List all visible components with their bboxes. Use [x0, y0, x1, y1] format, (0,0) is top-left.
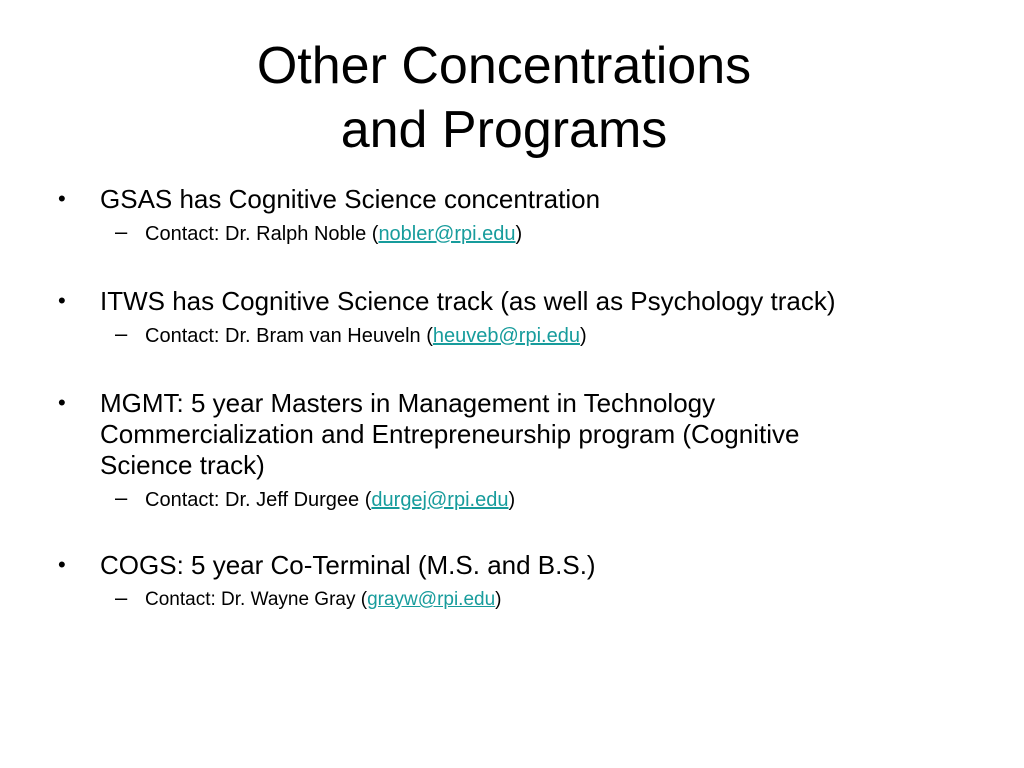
contact-line [145, 323, 938, 349]
contact-suffix: ) [515, 223, 523, 245]
contact-line [145, 221, 938, 247]
bullet-text: GSAS has Cognitive Science concentration [100, 184, 601, 214]
contact-line [145, 587, 938, 613]
dash-icon: – [115, 321, 128, 346]
contact-line [145, 487, 938, 513]
contact-prefix: Contact: Dr. Jeff Durgee ( [145, 489, 372, 511]
contact-suffix: ) [508, 489, 516, 511]
bullet-dot-icon: • [58, 552, 66, 577]
bullet-dot-icon: • [58, 390, 66, 415]
title-line-2: and Programs [340, 101, 668, 159]
email-link[interactable]: grayw@rpi.edu [367, 589, 496, 610]
bullet-gsas [58, 184, 938, 247]
bullet-text: MGMT: 5 year Masters in Management in Technology Commercialization and Entrepreneurship program (Cognitive Science track) [100, 388, 800, 480]
dash-icon: – [115, 585, 128, 610]
bullet-mgmt [58, 388, 938, 513]
contact-suffix: ) [579, 325, 587, 347]
bullet-text: ITWS has Cognitive Science track (as well as Psychology track) [100, 286, 836, 316]
dash-icon: – [115, 485, 128, 510]
contact-prefix: Contact: Dr. Ralph Noble ( [145, 223, 379, 245]
sub-bullet-contact [115, 487, 938, 513]
bullet-cogs [58, 550, 938, 613]
contact-prefix: Contact: Dr. Bram van Heuveln ( [145, 325, 433, 347]
sub-bullet-contact [115, 221, 938, 247]
dash-icon: – [115, 219, 128, 244]
contact-prefix: Contact: Dr. Wayne Gray ( [145, 589, 368, 610]
bullet-itws [58, 286, 938, 349]
email-link[interactable]: nobler@rpi.edu [378, 223, 516, 245]
title-line-1: Other Concentrations [256, 37, 752, 95]
contact-suffix: ) [495, 589, 502, 610]
bullet-dot-icon: • [58, 186, 66, 211]
bullet-dot-icon: • [58, 288, 66, 313]
email-link[interactable]: heuveb@rpi.edu [432, 325, 580, 347]
email-link[interactable]: durgej@rpi.edu [371, 489, 509, 511]
sub-bullet-contact [115, 587, 938, 613]
bullet-text: COGS: 5 year Co-Terminal (M.S. and B.S.) [100, 550, 596, 580]
slide-title [0, 34, 1008, 162]
sub-bullet-contact [115, 323, 938, 349]
